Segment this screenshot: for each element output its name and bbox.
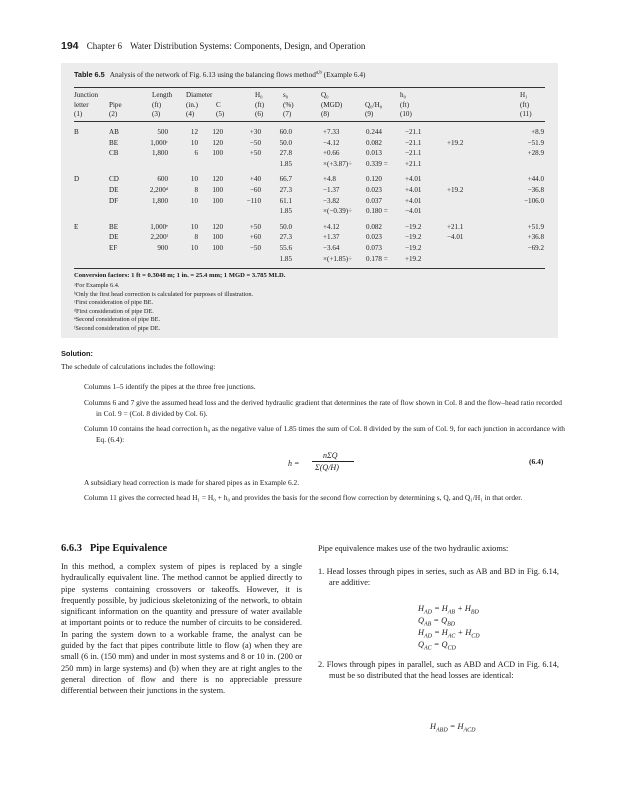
table-cell: −1.37 <box>323 186 340 194</box>
table-cell: 2,200ᵈ <box>149 186 168 194</box>
table-cell: D <box>74 175 80 184</box>
table-cell: −3.64 <box>323 244 340 252</box>
table-cell: 10 <box>190 175 198 184</box>
table-cell: 27.8 <box>279 149 292 158</box>
table-cell: 60.0 <box>279 128 292 136</box>
table-footnote: ᵉSecond consideration of pipe BE. <box>74 316 161 324</box>
table-cell: +4.01 <box>405 186 422 194</box>
table-cell: 0.120 <box>366 175 382 184</box>
solution-p4: A subsidiary head correction is made for shared pipes as in Example 6.2. <box>84 478 300 487</box>
table-header-cell: (ft) <box>520 100 530 109</box>
equation-text: $Q_{AB} = Q_{BD}$ <box>418 616 456 628</box>
table-cell: 0.023 <box>366 233 382 242</box>
table-cell: −110 <box>246 196 261 205</box>
table-cell: +30 <box>249 128 261 136</box>
solution-p3: Column 10 contains the head correction h₀ as the negative value of 1.85 times the sum of Col. 8 divided by the sum of Col. 9, for each junction in accordance with Eq. (6.4): <box>84 424 566 444</box>
section-title: Pipe Equivalence <box>89 543 168 554</box>
equation-had-alt <box>418 628 480 640</box>
table-cell: 500 <box>157 128 168 136</box>
table-cell: +4.8 <box>323 175 336 184</box>
table-cell: −3.82 <box>323 196 340 205</box>
table-cell: −21.1 <box>405 128 422 136</box>
equation-text: $H_{AD} = H_{AB} + H_{BD}$ <box>418 604 479 616</box>
table-cell: 100 <box>212 196 223 205</box>
table-cell: +28.9 <box>527 149 544 158</box>
table-header-cell: (4) <box>186 110 195 118</box>
table-cell: 1,000ᵉ <box>150 222 168 231</box>
solution-intro: The schedule of calculations includes the following: <box>61 362 216 371</box>
table-cell: 8 <box>194 186 198 194</box>
table-cell: +8.9 <box>531 128 544 136</box>
table-cell: B <box>74 128 79 136</box>
table-cell: 1.85 <box>279 207 292 216</box>
equation-habd <box>430 722 475 734</box>
table-footnote: ᵃFor Example 6.4. <box>74 282 120 289</box>
table-cell: +19.2 <box>447 138 464 147</box>
table-cell: 1,800 <box>152 196 168 205</box>
table-header-cell: (3) <box>152 110 161 118</box>
table-cell: −4.01 <box>405 207 422 216</box>
table-header-cell: (10) <box>400 110 412 118</box>
table-cell: 0.178 = <box>366 254 388 263</box>
equation-qac <box>418 640 456 652</box>
table-caption-text: Analysis of the network of Fig. 6.13 using the balancing flows method <box>109 70 316 79</box>
table-caption-tail: (Example 6.4) <box>321 70 366 79</box>
table-cell: −4.01 <box>447 233 464 242</box>
table-header-cell: Junction <box>74 91 99 99</box>
equation-lhs: h = <box>288 459 300 468</box>
table-cell: 6 <box>194 149 198 158</box>
table-cell: 1,000ᶜ <box>150 138 168 147</box>
equation-text: $H_{AD} = H_{AC} + H_{CD}$ <box>418 628 480 640</box>
table-caption-sup: a,b <box>315 70 322 76</box>
equation-had-series <box>418 604 479 616</box>
table-cell: −4.12 <box>323 138 340 147</box>
table-cell: 10 <box>190 138 198 147</box>
solution-p1: Columns 1–5 identify the pipes at the three free junctions. <box>84 382 256 391</box>
table-cell: 0.013 <box>366 149 382 158</box>
table-cell: 2,200ᶠ <box>150 233 168 242</box>
table-cell: 100 <box>212 244 223 252</box>
table-cell: +4.01 <box>405 196 422 205</box>
table-cell: −51.9 <box>527 138 544 147</box>
table-caption <box>74 70 365 79</box>
table-cell: +21.1 <box>447 222 464 231</box>
table-cell: ×(+1.85)÷ <box>323 254 353 263</box>
table-header-cell: (ft) <box>400 100 410 109</box>
table-cell: 0.180 = <box>366 207 388 216</box>
table-cell: −19.2 <box>405 233 422 242</box>
section-heading <box>61 543 167 554</box>
table-cell: 120 <box>212 128 223 136</box>
solution-heading: Solution: <box>61 349 94 358</box>
table-footnote: ᵈFirst consideration of pipe DE. <box>74 307 154 315</box>
table-header-cell: (ft) <box>255 100 265 109</box>
table-header-cell: H₁ <box>520 91 528 99</box>
table-cell: +19.2 <box>447 186 464 194</box>
table-header-cell: (8) <box>321 110 330 118</box>
table-cell: −106.0 <box>524 196 544 205</box>
table-cell: +50 <box>249 149 261 158</box>
table-cell: 120 <box>212 175 223 184</box>
table-header-cell: H₀ <box>255 91 263 99</box>
table-header-cell: (%) <box>283 100 294 109</box>
equation-qab <box>418 616 455 628</box>
table-cell: +40 <box>249 175 261 184</box>
table-cell: 0.339 = <box>366 159 388 168</box>
table-cell: AB <box>109 128 119 136</box>
table-footnote: ᶠSecond consideration of pipe DE. <box>74 325 161 332</box>
table-cell: 120 <box>212 138 223 147</box>
table-cell: DE <box>109 233 119 242</box>
table-cell: 10 <box>190 222 198 231</box>
table-header-cell: (7) <box>283 110 292 118</box>
section-number: 6.6.3 <box>61 543 82 554</box>
table-cell: −50 <box>249 244 261 252</box>
table-cell: −19.2 <box>405 244 422 252</box>
table-header-cell: Q₀/H₀ <box>365 100 383 109</box>
table-cell: DE <box>109 186 119 194</box>
table-cell: +1.37 <box>323 233 340 242</box>
table-cell: −50 <box>249 138 261 147</box>
table-cell: 10 <box>190 196 198 205</box>
table-cell: E <box>74 222 79 231</box>
table-cell: 50.0 <box>279 138 292 147</box>
table-cell: +51.9 <box>527 222 544 231</box>
table-cell: −36.8 <box>527 186 544 194</box>
table-header-cell: (ft) <box>152 100 162 109</box>
table-cell: −21.1 <box>405 138 422 147</box>
table-cell: BE <box>109 222 119 231</box>
table-header-cell: Q₀ <box>321 91 329 99</box>
table-cell: +4.12 <box>323 222 340 231</box>
table-footnote: ᶜFirst consideration of pipe BE. <box>74 299 154 307</box>
table-cell: 27.3 <box>279 186 292 194</box>
table-cell: 100 <box>212 233 223 242</box>
equation-numerator: nΣQ <box>323 451 338 460</box>
table-header-cell: (5) <box>216 110 225 118</box>
table-cell: EF <box>109 244 118 252</box>
table-cell: +7.33 <box>323 128 340 136</box>
table-header-cell: (1) <box>74 110 83 118</box>
list-item-series: 1. Head losses through pipes in series, such as AB and BD in Fig. 6.14, are additive: <box>318 567 559 588</box>
table-cell: +60 <box>249 233 261 242</box>
table-cell: +4.01 <box>405 175 422 184</box>
chapter-label: Chapter 6 <box>86 41 123 51</box>
running-header <box>61 40 365 52</box>
table-footnote: ᵇOnly the first head correction is calculated for purposes of illustration. <box>74 290 254 298</box>
table-header-cell: Pipe <box>109 100 122 109</box>
equation-denominator: Σ(Q/H) <box>315 463 339 472</box>
table-cell: −60 <box>249 186 261 194</box>
table-cell: +50 <box>249 222 261 231</box>
table-cell: ×(+3.87)÷ <box>323 159 353 168</box>
table-cell: 27.3 <box>279 233 292 242</box>
table-cell: +0.66 <box>323 149 340 158</box>
equation-text: $Q_{AC} = Q_{CD}$ <box>418 640 456 652</box>
table-header-cell: h₀ <box>400 91 407 99</box>
table-cell: −19.2 <box>405 222 422 231</box>
table-header-cell: (MGD) <box>321 100 343 109</box>
table-cell: 0.244 <box>366 128 382 136</box>
table-cell: DF <box>109 196 119 205</box>
table-cell: 0.023 <box>366 186 382 194</box>
table-cell: 0.037 <box>366 196 382 205</box>
table-cell: 12 <box>190 128 198 136</box>
equation-text: $H_{ABD} = H_{ACD}$ <box>430 722 476 734</box>
table-cell: CB <box>109 149 119 158</box>
table-cell: 120 <box>212 222 223 231</box>
table-cell: 0.073 <box>366 244 382 252</box>
chapter-title: Water Distribution Systems: Components, Design, and Operation <box>130 41 366 51</box>
solution-p2: Columns 6 and 7 give the assumed head loss and the derived hydraulic gradient that determines the rate of flow shown in Col. 8 and the flow–head ratio recorded in Col. 9 = (Col. 8 divided by Col. 6). <box>84 398 563 418</box>
table-cell: 50.0 <box>279 222 292 231</box>
conversion-factors: Conversion factors: 1 ft = 0.3048 m; 1 in. = 25.4 mm; 1 MGD = 3.785 MLD. <box>74 272 286 279</box>
page-number: 194 <box>61 40 79 52</box>
table-cell: +36.8 <box>527 233 544 242</box>
table-header-cell: (11) <box>520 110 532 118</box>
equation-number: (6.4) <box>529 457 544 466</box>
table-cell: +21.1 <box>405 159 422 168</box>
table-cell: 900 <box>157 244 168 252</box>
table-cell: 0.082 <box>366 138 382 147</box>
table-cell: 66.7 <box>279 175 292 184</box>
table-cell: −69.2 <box>527 244 544 252</box>
table-cell: +44.0 <box>527 175 544 184</box>
table-header-cell: (in.) <box>186 100 199 109</box>
table-header-cell: C <box>216 100 221 109</box>
table-bottom-rule <box>74 268 545 269</box>
table-cell: +19.2 <box>405 254 422 263</box>
table-header-cell: Diameter <box>186 91 213 99</box>
table-cell: 100 <box>212 149 223 158</box>
section-right-intro: Pipe equivalence makes use of the two hydraulic axioms: <box>318 544 509 553</box>
list-item-parallel: 2. Flows through pipes in parallel, such as ABD and ACD in Fig. 6.14, must be so distributed that the head losses are identical: <box>318 660 559 681</box>
table-cell: BE <box>109 138 119 147</box>
table-cell: −21.1 <box>405 149 422 158</box>
table-header-cell: s₀ <box>283 91 289 99</box>
table-cell: 1.85 <box>279 254 292 263</box>
table-header-rule <box>74 121 545 122</box>
table-cell: 1.85 <box>279 159 292 168</box>
table-cell: 600 <box>157 175 168 184</box>
table-cell: ×(−0.39)÷ <box>323 207 353 216</box>
table-cell: 61.1 <box>279 196 292 205</box>
section-left-paragraph: In this method, a complex system of pipes is replaced by a single hydraulically equivalent line. The method cannot be applied directly to pipe systems containing crossovers or takeoffs. However, it is frequently possible, by judicious skeletonizing of the network, to obtain significant information on the quantity and pressure of water available at important points or to reduce the number of circuits to be considered. In paring the system down to a workable frame, the analyst can be guided by the fact that pipes contribute little to flow (a) when they are small (6 in. (150 mm) and under in most systems and 8 or 10 in. (200 or 250 mm) in large systems) and (b) when they are at right angles to the general direction of flow and there is no appreciable pressure differential between their junctions in the system. <box>61 562 302 696</box>
table-label: Table 6.5 <box>74 70 105 79</box>
table-cell: 100 <box>212 186 223 194</box>
solution-p5: Column 11 gives the corrected head H₁ = H₀ + h₀ and provides the basis for the second flow correction by determining s, Q, and Q₁/H₁ in that order. <box>84 493 523 502</box>
table-cell: 8 <box>194 233 198 242</box>
table-header-cell: (6) <box>255 110 264 118</box>
table-header-cell: letter <box>74 100 89 109</box>
table-cell: 0.082 <box>366 222 382 231</box>
table-header-cell: (9) <box>365 110 374 118</box>
table-cell: CD <box>109 175 119 184</box>
table-header-cell: (2) <box>109 110 118 118</box>
table-cell: 1,800 <box>152 149 168 158</box>
table-header-cell: Length <box>152 91 173 99</box>
table-cell: 10 <box>190 244 198 252</box>
equation-fraction-bar <box>312 461 354 462</box>
table-cell: 55.6 <box>279 244 292 252</box>
table-top-rule <box>74 87 545 88</box>
